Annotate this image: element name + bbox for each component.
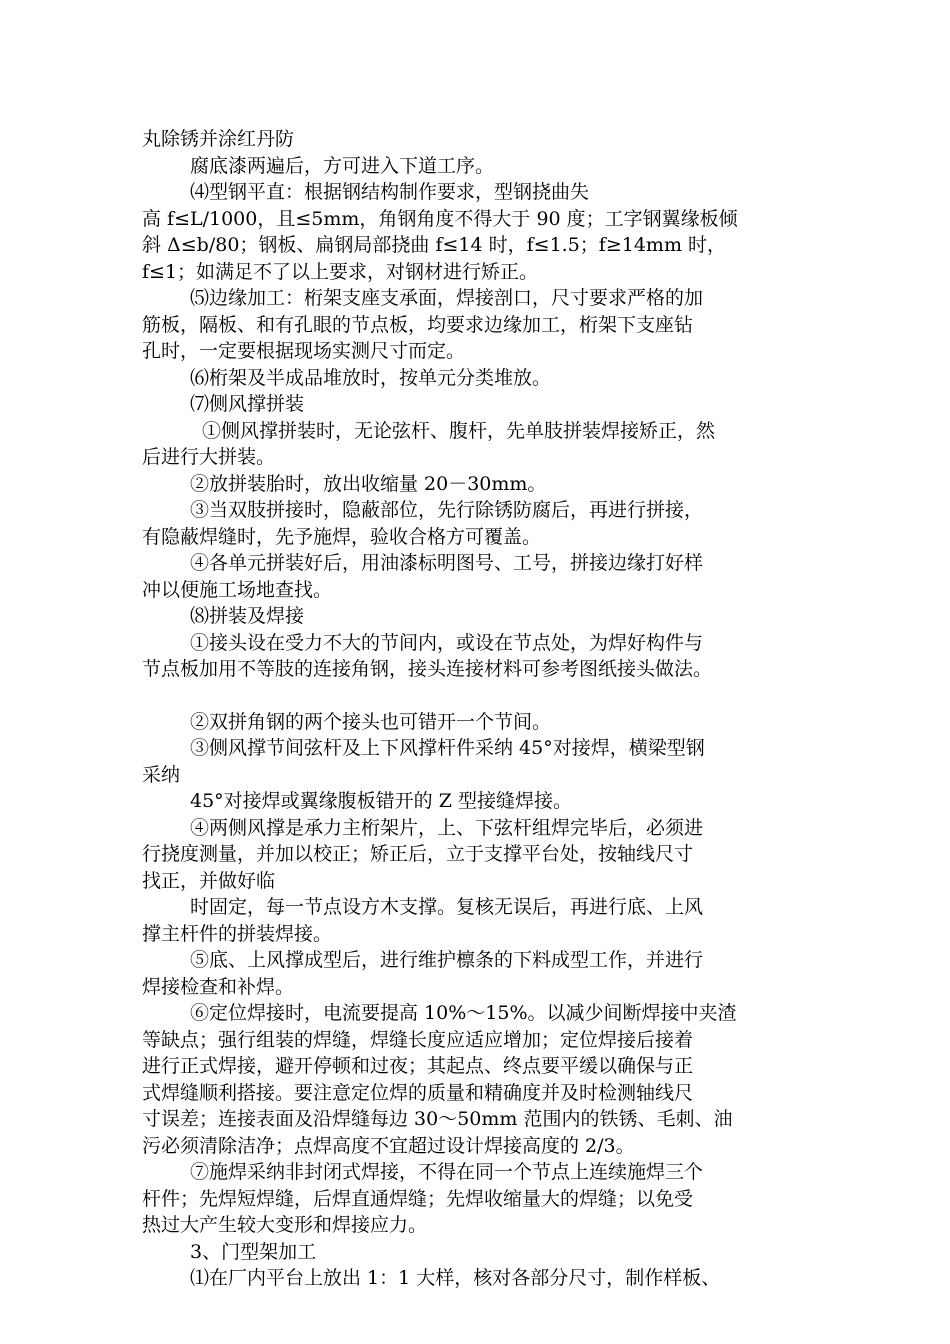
text-line: 进行正式焊接，避开停顿和过夜；其起点、终点要平缓以确保与正 (142, 1055, 694, 1077)
text-line: ⑥定位焊接时，电流要提高 10%～15%。以减少间断焊接中夹渣 (190, 1002, 737, 1024)
text-line: ⑦施焊采纳非封闭式焊接，不得在同一个节点上连续施焊三个 (190, 1161, 704, 1183)
text-line: 等缺点；强行组装的焊缝，焊缝长度应适应增加；定位焊接后接着 (142, 1028, 694, 1051)
text-line: 丸除锈并涂红丹防 (142, 128, 295, 150)
text-line: 行挠度测量，并加以校正；矫正后，立于支撑平台处，按轴线尺寸 (142, 843, 694, 865)
text-line: ②放拼装胎时，放出收缩量 20－30mm。 (190, 472, 547, 495)
paragraph-gap (142, 683, 810, 709)
section-heading: ⑻拼装及焊接 (190, 605, 305, 627)
section-heading: 3、门型架加工 (190, 1240, 317, 1263)
text-line: 污必须清除洁净；点焊高度不宜超过设计焊接高度的 2/3。 (142, 1134, 635, 1157)
text-line: ③侧风撑节间弦杆及上下风撑杆件采纳 45°对接焊，横梁型钢 (190, 737, 705, 759)
text-line: 节点板加用不等肢的连接角钢，接头连接材料可参考图纸接头做法。 (142, 658, 713, 680)
text-line: ③当双肢拼接时，隐蔽部位，先行除锈防腐后，再进行拼接， (190, 499, 704, 521)
text-line: 孔时，一定要根据现场实测尺寸而定。 (142, 340, 466, 362)
text-line: 时固定，每一节点设方木支撑。复核无误后，再进行底、上风 (190, 896, 704, 918)
text-line: ⑤底、上风撑成型后，进行维护檩条的下料成型工作，并进行 (190, 949, 704, 971)
text-line: 杆件；先焊短焊缝，后焊直通焊缝；先焊收缩量大的焊缝；以免受 (142, 1187, 694, 1210)
text-line: ②双拼角钢的两个接头也可错开一个节间。 (190, 710, 552, 733)
text-line: f≤1；如满足不了以上要求，对钢材进行矫正。 (142, 260, 539, 283)
section-heading: ⑺侧风撑拼装 (190, 393, 305, 415)
text-line: 焊接检查和补焊。 (142, 975, 295, 998)
text-line: 45°对接焊或翼缘腹板错开的 Z 型接缝焊接。 (190, 790, 572, 812)
text-line: ④各单元拼装好后，用油漆标明图号、工号，拼接边缘打好样 (190, 552, 704, 574)
document-body (142, 126, 810, 1292)
text-line: ①接头设在受力不大的节间内，或设在节点处，为焊好构件与 (190, 631, 704, 654)
text-line: 筋板，隔板、和有孔眼的节点板，均要求边缘加工，桁架下支座钻 (142, 313, 694, 336)
text-line: ⑷型钢平直：根据钢结构制作要求，型钢挠曲失 (190, 181, 590, 203)
text-line: 高 f≤L/1000，且≤5mm，角钢角度不得大于 90 度；工字钢翼缘板倾 (142, 207, 738, 230)
text-line: ⑹桁架及半成品堆放时，按单元分类堆放。 (190, 366, 552, 389)
text-line: 后进行大拼装。 (142, 446, 276, 468)
text-line: ⑴在厂内平台上放出 1：1 大样，核对各部分尺寸，制作样板、 (190, 1267, 721, 1289)
text-line: ⑸边缘加工：桁架支座支承面，焊接剖口，尺寸要求严格的加 (190, 287, 704, 309)
text-line: 腐底漆两遍后，方可进入下道工序。 (190, 154, 495, 177)
text-line: 寸误差；连接表面及沿焊缝每边 30～50mm 范围内的铁锈、毛刺、油 (142, 1108, 733, 1130)
text-line: 热过大产生较大变形和焊接应力。 (142, 1214, 428, 1236)
text-line: 采纳 (142, 763, 181, 786)
text-line: 撑主杆件的拼装焊接。 (142, 922, 333, 945)
text-line: 冲以便施工场地查找。 (142, 578, 333, 601)
text-line: 找正，并做好临 (142, 869, 276, 892)
text-line: ①侧风撑拼装时，无论弦杆、腹杆，先单肢拼装焊接矫正，然 (202, 419, 716, 442)
text-line: 式焊缝顺利搭接。要注意定位焊的质量和精确度并及时检测轴线尺 (142, 1081, 694, 1104)
text-line: ④两侧风撑是承力主桁架片，上、下弦杆组焊完毕后，必须进 (190, 816, 704, 839)
text-line: 有隐蔽焊缝时，先予施焊，验收合格方可覆盖。 (142, 525, 542, 548)
text-line: 斜 Δ≤b/80；钢板、扁钢局部挠曲 f≤14 时，f≤1.5；f≥14mm 时， (142, 234, 727, 256)
